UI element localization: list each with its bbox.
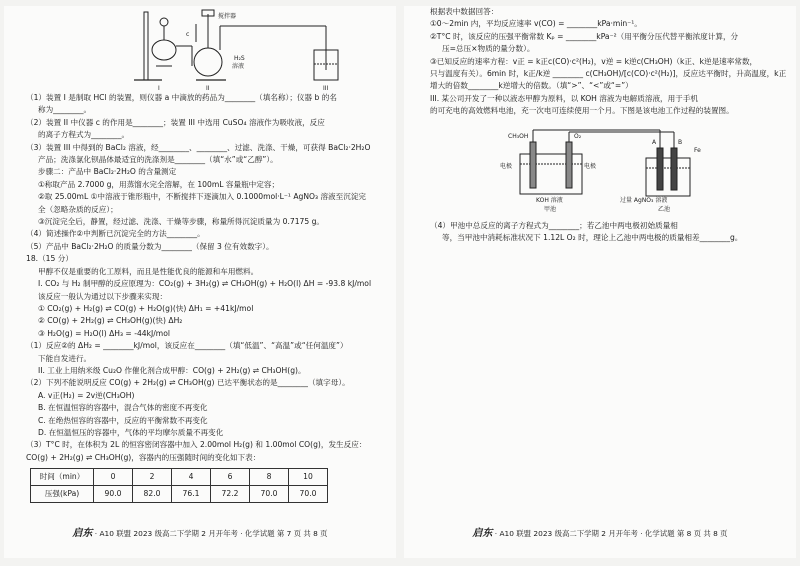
text-line: 只与温度有关）。6min 时，k正/k逆 ________ c(CH₃OH)/[c(CO)·c²(H₂)]，反应达平衡时，升高温度，k正 xyxy=(430,69,787,79)
text-line: 产品；洗涤氯化钡晶体最适宜的洗涤剂是________（填“水”或“乙醇”）。 xyxy=(38,155,278,165)
text-line: （3）T°C 时，在体积为 2L 的恒容密闭容器中加入 2.00mol H₂(g) 和 1.00mol CO(g)，发生反应： xyxy=(26,440,367,450)
page-7 xyxy=(4,6,396,558)
text-line: （3）装置 III 中得到的 BaCl₂ 溶液，经________、________、过滤、洗涤、干燥，可获得 BaCl₂·2H₂O xyxy=(26,142,371,152)
footer-text: · A10 联盟 2023 级高二下学期 2 月开年考 · 化学试题 第 7 页 共 8 页 xyxy=(94,528,328,538)
page-footer xyxy=(4,528,396,540)
footer-logo: 启东 xyxy=(72,527,93,539)
table-cell: 72.2 xyxy=(211,486,250,503)
footer-text: · A10 联盟 2023 级高二下学期 2 月开年考 · 化学试题 第 8 页 共 8 页 xyxy=(494,528,728,538)
text-line: ③已知反应的速率方程：v正 = k正c(CO)·c²(H₂)，v逆 = k逆c(CH₃OH)（k正、k逆是速率常数， xyxy=(430,56,758,66)
table-cell: 70.0 xyxy=(250,486,289,503)
table-cell: 82.0 xyxy=(133,486,172,503)
fuel-cell-drawing xyxy=(470,128,770,214)
option-d: D. 在恒温恒压的容器中，气体的平均摩尔质量不再变化 xyxy=(38,427,224,437)
b-label: B xyxy=(678,138,683,146)
text-line: ③沉淀完全后，静置，经过滤、洗涤、干燥等步骤，称量所得沉淀质量为 0.7175 g。 xyxy=(38,217,325,227)
o2-label: O₂ xyxy=(574,132,582,140)
text-line: （2）下列不能说明反应 CO(g) + 2H₂(g) ⇌ CH₃OH(g) 已达平衡状态的是________（填字母）。 xyxy=(26,378,350,388)
fuel-cell-figure xyxy=(470,128,790,214)
ch3oh-label: CH₃OH xyxy=(508,132,529,140)
a-label: A xyxy=(652,138,657,146)
text-line: （4）简述操作②中判断已沉淀完全的方法________。 xyxy=(26,229,205,239)
text-line: 该反应一般认为通过以下步骤来实现： xyxy=(38,291,168,301)
table-cell: 90.0 xyxy=(94,486,133,503)
text-line: ① CO₂(g) + H₂(g) ⇌ CO(g) + H₂O(g)(快) ΔH₁ = +41kJ/mol xyxy=(38,303,254,313)
pressure-table xyxy=(30,468,328,503)
table-cell: 6 xyxy=(211,469,250,486)
text-line: （4）甲池中总反应的离子方程式为________；若乙池中两电极初始质量相 xyxy=(430,220,678,230)
table-header: 压强(kPa) xyxy=(31,486,94,503)
electrode-right-label: 电极 xyxy=(584,162,597,170)
text-line: （5）产品中 BaCl₂·2H₂O 的质量分数为________（保留 3 位有效数字）。 xyxy=(26,241,274,251)
text-line: 等，当甲池中消耗标准状况下 1.12L O₂ 时，理论上乙池中两电极的质量相差________g。 xyxy=(442,233,743,243)
text-line: ②取 25.00mL ①中溶液于锥形瓶中，不断搅拌下逐滴加入 0.1000mol·L⁻¹ AgNO₃ 溶液至沉淀完 xyxy=(38,192,367,202)
yi-label: 乙池 xyxy=(658,205,671,213)
table-cell: 10 xyxy=(289,469,328,486)
page-footer xyxy=(404,528,796,540)
text-line: ②T°C 时，该反应的压强平衡常数 Kₚ = ________kPa⁻²（用平衡分压代替平衡浓度计算，分 xyxy=(430,31,739,41)
text-line: I. CO₂ 与 H₂ 制甲醇的反应原理为：CO₂(g) + 3H₂(g) ⇌ CH₃OH(g) + H₂O(l) ΔH = -93.8 kJ/mol xyxy=(38,279,372,289)
text-line: 下能自发进行。 xyxy=(38,353,92,363)
text-line: 步骤二：产品中 BaCl₂·2H₂O 的含量测定 xyxy=(38,167,177,177)
apparatus-figure xyxy=(126,6,390,92)
text-line: （1）反应②的 ΔH₂ = ________kJ/mol，该反应在________（填“低温”、“高温”或“任何温度”） xyxy=(26,341,348,351)
table-header: 时间（min） xyxy=(31,469,94,486)
text-line: 根据表中数据回答： xyxy=(430,7,499,16)
fe-label: Fe xyxy=(694,146,701,154)
text-line: （2）装置 II 中仪器 c 的作用是________；装置 III 中选用 CuSO₄ 溶液作为吸收液，反应 xyxy=(26,117,325,127)
label-II: II xyxy=(206,85,210,92)
table-cell: 4 xyxy=(172,469,211,486)
text-line: 甲醇不仅是重要的化工原料，而且是性能优良的能源和车用燃料。 xyxy=(38,266,259,276)
table-cell: 0 xyxy=(94,469,133,486)
koh-label: KOH 溶液 xyxy=(536,196,563,204)
text-line: （1）装置 I 是制取 HCl 的装置，则仪器 a 中滴放的药品为________（填名称）；仪器 b 的名 xyxy=(26,93,337,102)
stirrer-label: 搅拌器 xyxy=(218,13,237,20)
table-cell: 76.1 xyxy=(172,486,211,503)
text-line: CO(g) + 2H₂(g) ⇌ CH₃OH(g)，容器内的压强随时间的变化如下表： xyxy=(26,452,261,462)
text-line: 称为________。 xyxy=(38,105,92,115)
text-line: 全（忽略杂质的反应）； xyxy=(38,204,118,214)
electrode-left-label: 电极 xyxy=(500,162,513,170)
table-row xyxy=(31,486,328,503)
table-cell: 70.0 xyxy=(289,486,328,503)
table-row xyxy=(31,469,328,486)
option-b: B. 在恒温恒容的容器中，混合气体的密度不再变化 xyxy=(38,403,208,413)
jia-label: 甲池 xyxy=(544,205,557,213)
page-8 xyxy=(404,6,796,558)
text-line: III. 某公司开发了一种以液态甲醇为原料，以 KOH 溶液为电解质溶液，用于手机 xyxy=(430,93,699,103)
text-line: II. 工业上用纳米级 Cu₂O 作催化剂合成甲醇：CO(g) + 2H₂(g) ⇌ CH₃OH(g)。 xyxy=(38,365,306,375)
footer-logo: 启东 xyxy=(472,527,493,539)
text-line: 的离子方程式为________。 xyxy=(38,130,130,140)
text-line: ② CO(g) + 2H₂(g) ⇌ CH₃OH(g)(快) ΔH₂ xyxy=(38,316,183,326)
table-cell: 8 xyxy=(250,469,289,486)
text-line: 压=总压×物质的量分数）。 xyxy=(442,44,535,54)
agno3-label: 过量 AgNO₃ 溶液 xyxy=(620,196,668,204)
text-line: ①0～2min 内，平均反应速率 v(CO) = ________kPa·min⁻¹。 xyxy=(430,19,642,29)
c-label: c xyxy=(186,31,190,38)
text-line: 增大的倍数________k逆增大的倍数。（填“>”、“<”或“=”） xyxy=(430,81,633,91)
label-I: I xyxy=(158,85,160,92)
option-a: A. v正(H₂) = 2v逆(CH₃OH) xyxy=(38,390,135,400)
h2s-label: H₂S xyxy=(234,55,245,62)
table-cell: 2 xyxy=(133,469,172,486)
option-c: C. 在绝热恒容的容器中，反应的平衡常数不再变化 xyxy=(38,415,208,425)
label-III: III xyxy=(323,85,329,92)
h2s-label-2: 溶液 xyxy=(232,63,245,70)
text-line: ①称取产品 2.7000 g，用蒸馏水完全溶解，在 100mL 容量瓶中定容； xyxy=(38,179,280,189)
text-line: 的可充电的高效燃料电池，充一次电可连续使用一个月。下图是该电池工作过程的装置图。 xyxy=(430,106,734,116)
question-number: 18.（15 分） xyxy=(26,254,73,264)
text-line: ③ H₂O(g) = H₂O(l) ΔH₃ = -44kJ/mol xyxy=(38,328,170,338)
apparatus-drawing xyxy=(126,6,366,92)
